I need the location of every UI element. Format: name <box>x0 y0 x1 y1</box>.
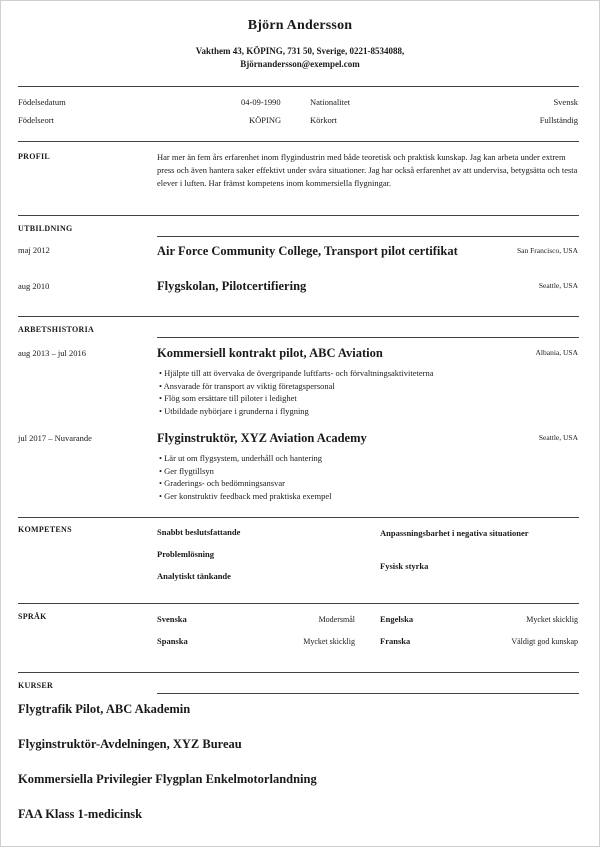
education-title: Air Force Community College, Transport pilot certifikat <box>157 244 458 258</box>
education-title: Flygskolan, Pilotcertifiering <box>157 279 307 293</box>
language-level: Mycket skicklig <box>303 637 355 646</box>
education-date: maj 2012 <box>18 245 50 255</box>
education-divider <box>18 316 579 317</box>
birthplace-value: KÖPING <box>249 115 282 125</box>
list-item: • Lär ut om flygsystem, underhåll och hantering <box>159 452 489 465</box>
skill-item: Fysisk styrka <box>380 561 429 571</box>
course-item: Flygtrafik Pilot, ABC Akademin <box>18 702 191 716</box>
skill-item: Problemlösning <box>157 549 214 559</box>
courses-heading: KURSER <box>18 681 54 690</box>
list-item: • Ger konstruktiv feedback med praktiska exempel <box>159 490 489 503</box>
skill-item: Analytiskt tänkande <box>157 571 231 581</box>
address-line: Vakthem 43, KÖPING, 731 50, Sverige, 0221-8534088, <box>195 46 405 56</box>
profile-divider <box>18 215 579 216</box>
birthplace-label: Födelseort <box>18 115 54 125</box>
skill-item: Anpassningsbarhet i negativa situationer <box>380 528 529 538</box>
contact-info <box>0 45 600 71</box>
work-date: jul 2017 – Nuvarande <box>18 433 92 443</box>
nationality-label: Nationalitet <box>310 97 351 107</box>
work-location: Seattle, USA <box>538 433 578 442</box>
list-item: • Ansvarade för transport av viktig företagspersonal <box>159 380 489 393</box>
skill-item: Snabbt beslutsfattande <box>157 527 241 537</box>
language-name: Franska <box>380 636 411 646</box>
course-item: Kommersiella Privilegier Flygplan Enkelmotorlandning <box>18 772 317 786</box>
skills-divider <box>18 603 579 604</box>
birthdate-value: 04-09-1990 <box>241 97 281 107</box>
nationality-value: Svensk <box>553 97 578 107</box>
personal-divider <box>18 141 579 142</box>
list-item: • Ger flygtillsyn <box>159 465 489 478</box>
work-heading: ARBETSHISTORIA <box>18 325 95 334</box>
skills-heading: KOMPETENS <box>18 525 72 534</box>
education-heading: UTBILDNING <box>18 224 73 233</box>
language-name: Svenska <box>157 614 187 624</box>
education-date: aug 2010 <box>18 281 50 291</box>
work-date: aug 2013 – jul 2016 <box>18 348 86 358</box>
profile-heading: PROFIL <box>18 152 51 161</box>
birthdate-label: Födelsedatum <box>18 97 66 107</box>
work-title: Flyginstruktör, XYZ Aviation Academy <box>157 431 367 445</box>
education-location: Seattle, USA <box>538 281 578 290</box>
email-line: Björnandersson@exempel.com <box>240 59 360 69</box>
course-item: Flyginstruktör-Avdelningen, XYZ Bureau <box>18 737 242 751</box>
list-item: • Hjälpte till att övervaka de övergripande luftfarts- och förvaltningsaktiviteterna <box>159 367 489 380</box>
language-level: Väldigt god kunskap <box>511 637 578 646</box>
languages-heading: SPRÅK <box>18 612 47 621</box>
courses-subrule <box>157 693 579 694</box>
language-name: Engelska <box>380 614 414 624</box>
course-item: FAA Klass 1-medicinsk <box>18 807 143 821</box>
license-value: Fullständig <box>539 115 578 125</box>
license-label: Körkort <box>310 115 337 125</box>
work-location: Albania, USA <box>535 348 578 357</box>
work-title: Kommersiell kontrakt pilot, ABC Aviation <box>157 346 383 360</box>
education-subrule <box>157 236 579 237</box>
header-divider <box>18 86 579 87</box>
list-item: • Graderings- och bedömningsansvar <box>159 477 489 490</box>
languages-divider <box>18 672 579 673</box>
language-level: Mycket skicklig <box>526 615 578 624</box>
list-item: • Flög som ersättare till piloter i ledighet <box>159 392 489 405</box>
work-duties-list <box>159 367 489 417</box>
language-level: Modersmål <box>318 615 355 624</box>
work-subrule <box>157 337 579 338</box>
work-duties-list <box>159 452 489 502</box>
education-location: San Francisco, USA <box>516 246 578 255</box>
profile-summary: Har mer än fem års erfarenhet inom flygindustrin med både teoretisk och praktisk kunskap. Jag kan arbeta under extrem press och även hantera saker effektivt under svåra situationer. Jag har också erfarenhet av att undervisa, betygsätta och testa elever i luften. Har främst kompetens inom kommersiella flygningar. <box>157 152 578 188</box>
work-divider <box>18 517 579 518</box>
candidate-name: Björn Andersson <box>247 18 353 33</box>
language-name: Spanska <box>157 636 188 646</box>
list-item: • Utbildade nybörjare i grunderna i flygning <box>159 405 489 418</box>
